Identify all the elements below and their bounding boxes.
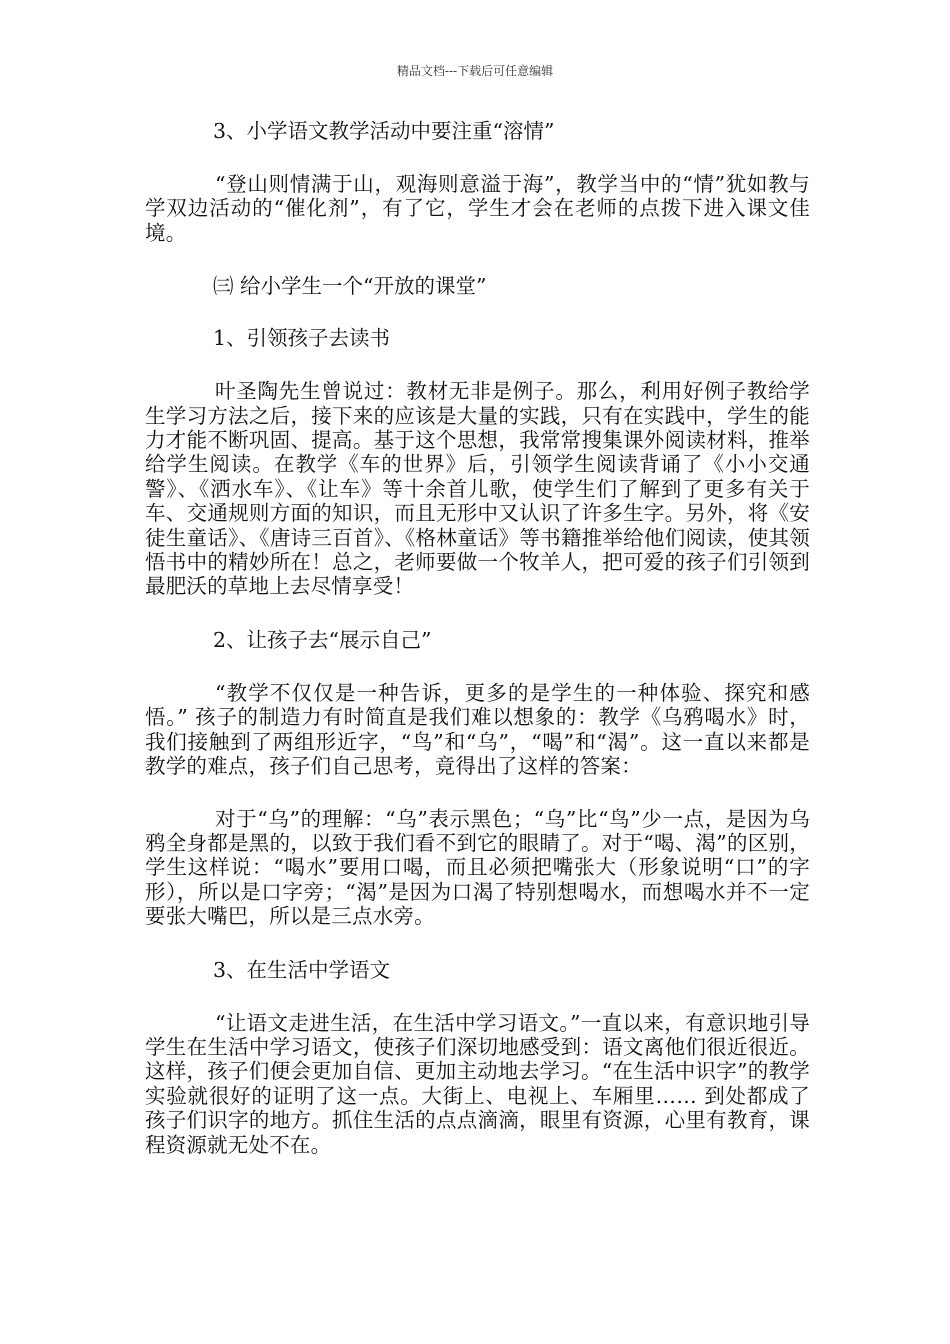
paragraph-characters: 对于“乌”的理解：“乌”表示黑色；“乌”比“鸟”少一点，是因为乌鸦全身都是黑的，以致于我们看不到它的眼睛了。对于“喝、渴”的区别，学生这样说：“喝水”要用口喝，而且必须把嘴张大（形象说明“口”的字形），所以是口字旁；“渴”是因为口渴了特别想喝水，而想喝水并不一定要张大嘴巴，所以是三点水旁。 — [145, 806, 810, 929]
document-body — [145, 118, 810, 1157]
paragraph-rongqing: “登山则情满于山，观海则意溢于海”，教学当中的“情”犹如教与学双边活动的“催化剂”，有了它，学生才会在老师的点拨下进入课文佳境。 — [145, 172, 810, 245]
paragraph-reading: 叶圣陶先生曾说过：教材无非是例子。那么，利用好例子教给学生学习方法之后，接下来的应该是大量的实践，只有在实践中，学生的能力才能不断巩固、提高。基于这个思想，我常常搜集课外阅读材料，推举给学生阅读。在教学《车的世界》后，引领学生阅读背诵了《小小交通警》、《洒水车》、《让车》等十余首儿歌，使学生们了解到了更多有关于车、交通规则方面的知识，而且无形中又认识了许多生字。另外，将《安徒生童话》、《唐诗三百首》、《格林童话》等书籍推举给他们阅读，使其领悟书中的精妙所在！总之，老师要做一个牧羊人，把可爱的孩子们引领到最肥沃的草地上去尽情享受！ — [145, 379, 810, 599]
section-heading-3-life: 3、在生活中学语文 — [213, 957, 391, 982]
section-heading-3-rongqing: 3、小学语文教学活动中要注重“溶情” — [213, 119, 555, 143]
paragraph-life: “让语文走进生活，在生活中学习语文。”一直以来，有意识地引导学生在生活中学习语文，使孩子们深切地感受到：语文离他们很近很近。这样，孩子们便会更加自信、更加主动地去学习。“在生活中识字”的教学实验就很好的证明了这一点。大街上、电视上、车厢里…… 到处都成了孩子们识字的地方。抓住生活的点点滴滴，眼里有资源，心里有教育，课程资源就无处不在。 — [145, 1010, 810, 1157]
paragraph-showcase: “教学不仅仅是一种告诉，更多的是学生的一种体验、探究和感悟。” 孩子的制造力有时简直是我们难以想象的：教学《乌鸦喝水》时，我们接触到了两组形近字，“鸟”和“乌”，“喝”和“渴”。这一直以来都是教学的难点，孩子们自己思考，竟得出了这样的答案： — [145, 680, 810, 779]
section-heading-2-showcase: 2、让孩子去“展示自己” — [213, 627, 432, 652]
section-heading-1-reading: 1、引领孩子去读书 — [213, 326, 391, 351]
section-heading-open-classroom: ㈢ 给小学生一个“开放的课堂” — [213, 274, 487, 299]
page-header: 精品文档---下载后可任意编辑 — [396, 64, 554, 78]
